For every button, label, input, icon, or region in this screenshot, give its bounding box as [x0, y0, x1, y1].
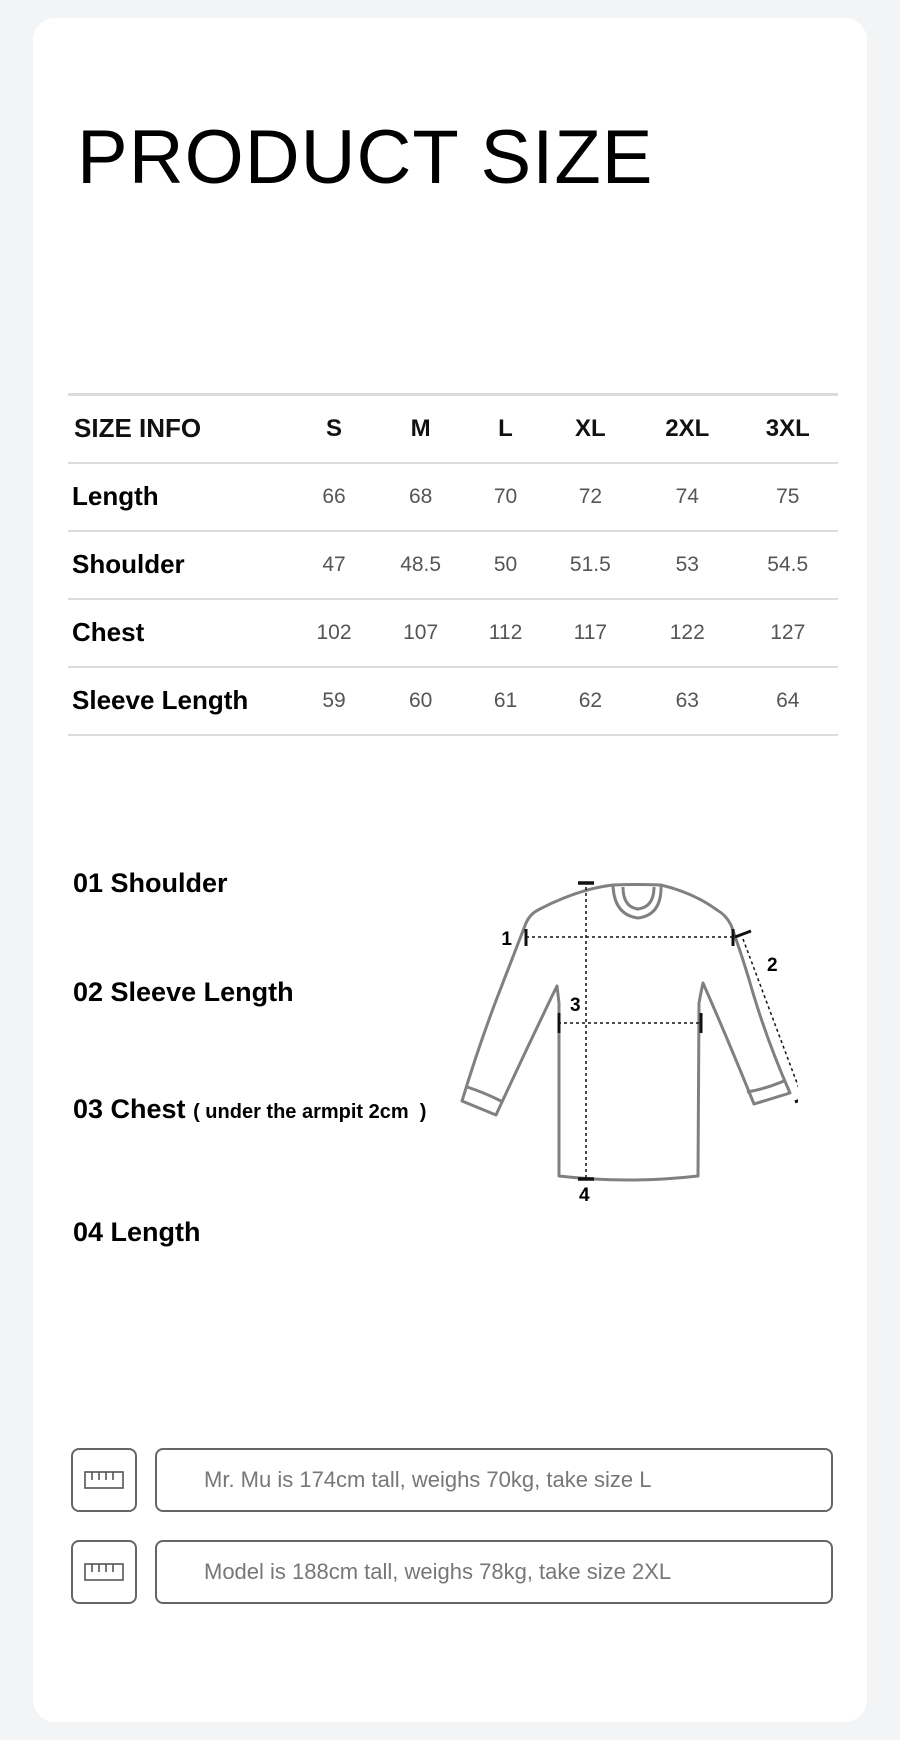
size-header: M: [374, 395, 467, 463]
table-cell: 127: [737, 599, 838, 667]
table-cell: 60: [374, 667, 467, 735]
table-row: [68, 463, 838, 531]
table-cell: 72: [544, 463, 637, 531]
table-cell: 70: [467, 463, 543, 531]
legend-label: 03 Chest: [73, 1094, 186, 1124]
table-cell: 48.5: [374, 531, 467, 599]
marker-label-3: 3: [570, 995, 581, 1016]
row-label-sleeve-length: Sleeve Length: [68, 667, 294, 735]
table-cell: 102: [294, 599, 374, 667]
table-cell: 61: [467, 667, 543, 735]
table-header-label: SIZE INFO: [68, 395, 294, 463]
table-row: [68, 531, 838, 599]
measurement-guides: [526, 883, 798, 1179]
legend-item-shoulder: [73, 868, 228, 899]
table-row: [68, 667, 838, 735]
model-icon-box: [71, 1448, 137, 1512]
shirt-measurement-diagram: [458, 863, 798, 1218]
model-info-row: [71, 1448, 841, 1516]
table-cell: 63: [637, 667, 737, 735]
row-label-shoulder: Shoulder: [68, 531, 294, 599]
page-title: PRODUCT SIZE: [77, 115, 654, 200]
size-header: 3XL: [737, 395, 838, 463]
legend-item-length: [73, 1217, 201, 1248]
table-cell: 122: [637, 599, 737, 667]
table-cell: 47: [294, 531, 374, 599]
tick: [735, 931, 751, 937]
marker-label-4: 4: [579, 1185, 590, 1206]
ruler-icon: [84, 1562, 124, 1582]
legend-label: 02 Sleeve Length: [73, 977, 294, 1007]
table-header-row: [68, 395, 838, 463]
legend-label: 01 Shoulder: [73, 868, 228, 898]
table-cell: 53: [637, 531, 737, 599]
model-info-text: Mr. Mu is 174cm tall, weighs 70kg, take size L: [155, 1448, 833, 1512]
table-row: [68, 599, 838, 667]
legend-item-sleeve-length: [73, 977, 294, 1008]
size-table: [68, 393, 838, 736]
table-cell: 59: [294, 667, 374, 735]
size-header: S: [294, 395, 374, 463]
marker-label-1: 1: [501, 929, 512, 950]
row-label-chest: Chest: [68, 599, 294, 667]
model-icon-box: [71, 1540, 137, 1604]
legend-note: ( under the armpit 2cm ): [193, 1101, 427, 1123]
table-cell: 68: [374, 463, 467, 531]
table-cell: 51.5: [544, 531, 637, 599]
table-cell: 74: [637, 463, 737, 531]
table-cell: 54.5: [737, 531, 838, 599]
size-card: [33, 18, 867, 1722]
tick: [795, 1096, 798, 1102]
legend-item-chest: [73, 1094, 426, 1125]
size-header: L: [467, 395, 543, 463]
table-cell: 62: [544, 667, 637, 735]
table-cell: 107: [374, 599, 467, 667]
row-label-length: Length: [68, 463, 294, 531]
table-cell: 75: [737, 463, 838, 531]
model-info-text: Model is 188cm tall, weighs 78kg, take size 2XL: [155, 1540, 833, 1604]
table-cell: 50: [467, 531, 543, 599]
table-cell: 117: [544, 599, 637, 667]
model-info-row: [71, 1540, 841, 1608]
size-header: 2XL: [637, 395, 737, 463]
marker-label-2: 2: [767, 955, 778, 976]
size-header: XL: [544, 395, 637, 463]
legend-label: 04 Length: [73, 1217, 201, 1247]
table-cell: 112: [467, 599, 543, 667]
ruler-icon: [84, 1470, 124, 1490]
table-cell: 64: [737, 667, 838, 735]
table-cell: 66: [294, 463, 374, 531]
